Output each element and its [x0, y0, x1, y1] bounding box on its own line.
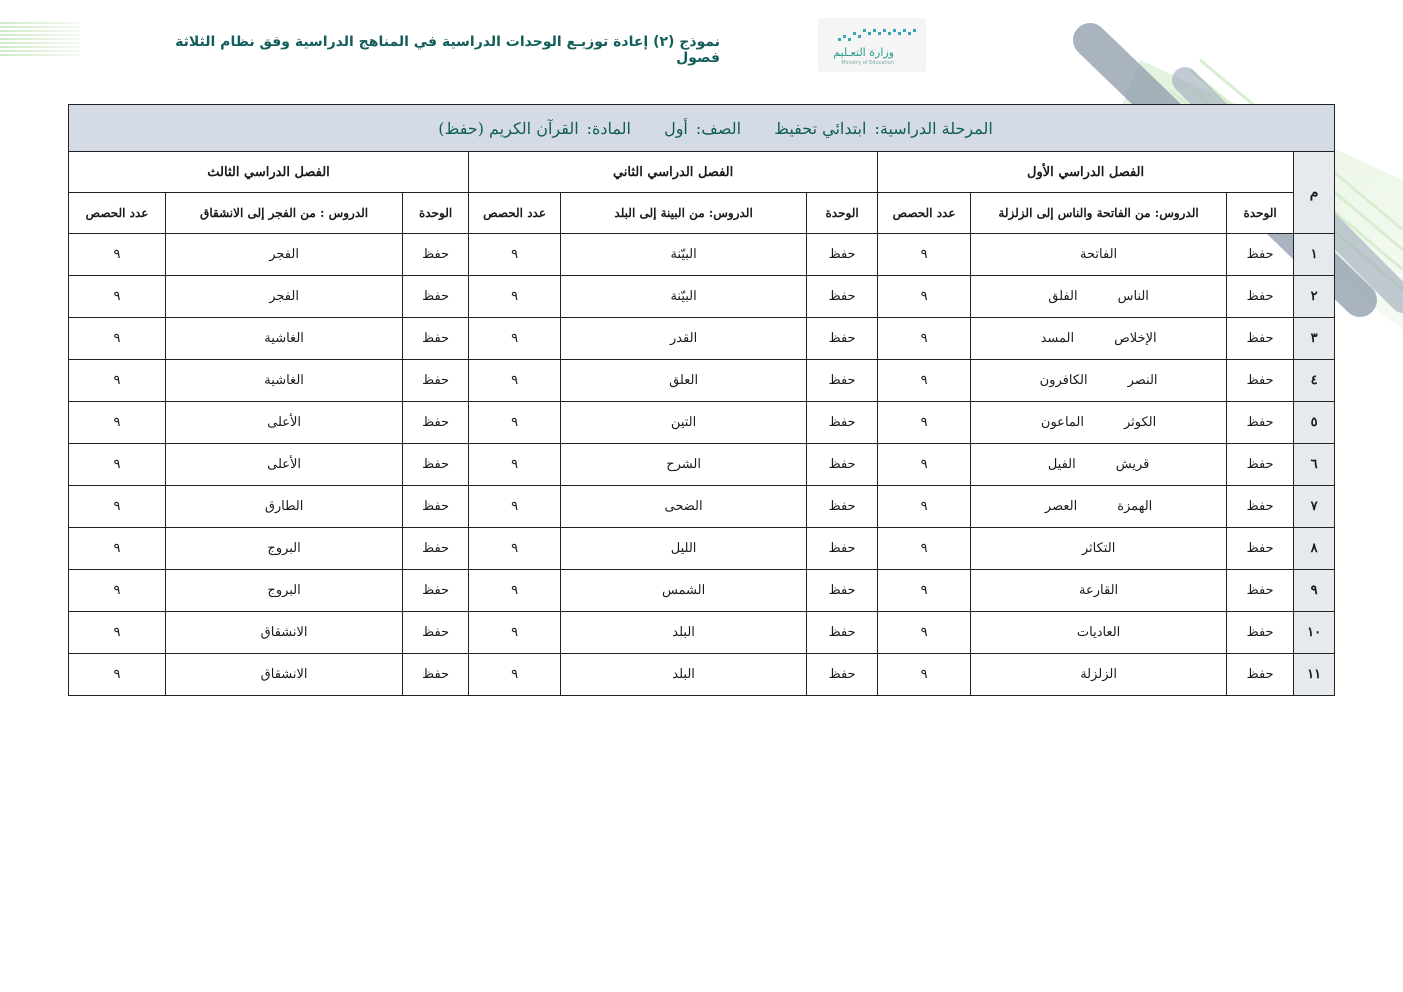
row-number: ٦ [1294, 444, 1335, 486]
lesson-name: قريش [1115, 457, 1150, 472]
lesson-name: المسد [1040, 331, 1075, 346]
term3-unit-cell: حفظ [403, 318, 469, 360]
logo-english-text: Ministry of Education [841, 60, 894, 66]
table-row [69, 612, 1335, 654]
page-title: نموذج (٢) إعادة توزيـع الوحدات الدراسية في المناهج الدراسية وفق نظام الثلاثة فصول [175, 34, 720, 66]
term2-unit-header: الوحدة [807, 193, 878, 234]
term3-lessons-cell: البروج [166, 528, 403, 570]
table-body [69, 234, 1335, 696]
term1-lessons-cell [971, 486, 1227, 528]
term1-lessons-cell [971, 234, 1227, 276]
info-row [69, 105, 1335, 152]
column-header-row [69, 193, 1335, 234]
row-number: ٥ [1294, 402, 1335, 444]
table-row [69, 570, 1335, 612]
term2-periods-cell: ٩ [469, 570, 561, 612]
table-row [69, 654, 1335, 696]
term3-lessons-header: الدروس : من الفجر إلى الانشقاق [166, 193, 403, 234]
term1-unit-cell: حفظ [1227, 570, 1294, 612]
row-number: ٢ [1294, 276, 1335, 318]
term1-periods-cell: ٩ [878, 360, 971, 402]
stage-info [774, 119, 993, 138]
term1-periods-cell: ٩ [878, 486, 971, 528]
term1-unit-cell: حفظ [1227, 234, 1294, 276]
term2-lessons-cell: الضحى [561, 486, 807, 528]
term2-periods-cell: ٩ [469, 486, 561, 528]
term3-lessons-cell: الأعلى [166, 402, 403, 444]
term1-periods-cell: ٩ [878, 612, 971, 654]
term1-header: الفصل الدراسي الأول [878, 152, 1294, 193]
lesson-name: الكافرون [1039, 373, 1088, 388]
term3-periods-header: عدد الحصص [69, 193, 166, 234]
term1-periods-cell: ٩ [878, 276, 971, 318]
term1-lessons-cell [971, 402, 1227, 444]
stage-label: المرحلة الدراسية: [874, 118, 993, 138]
grade-value: أول [664, 118, 688, 138]
term1-periods-cell: ٩ [878, 654, 971, 696]
term2-periods-cell: ٩ [469, 360, 561, 402]
table-row [69, 444, 1335, 486]
term3-unit-cell: حفظ [403, 528, 469, 570]
term3-lessons-cell: الغاشية [166, 360, 403, 402]
term1-lessons-cell [971, 612, 1227, 654]
term3-periods-cell: ٩ [69, 444, 166, 486]
term1-unit-cell: حفظ [1227, 486, 1294, 528]
grade-info [664, 119, 741, 138]
term3-lessons-cell: الطارق [166, 486, 403, 528]
term1-lessons-cell [971, 360, 1227, 402]
term3-unit-cell: حفظ [403, 402, 469, 444]
term2-unit-cell: حفظ [807, 570, 878, 612]
term1-periods-header: عدد الحصص [878, 193, 971, 234]
term1-unit-cell: حفظ [1227, 444, 1294, 486]
term3-header: الفصل الدراسي الثالث [69, 152, 469, 193]
term2-periods-cell: ٩ [469, 276, 561, 318]
term1-unit-header: الوحدة [1227, 193, 1294, 234]
grade-label: الصف: [695, 118, 742, 138]
ministry-logo [818, 18, 926, 72]
row-number: ١١ [1294, 654, 1335, 696]
term1-periods-cell: ٩ [878, 402, 971, 444]
term3-periods-cell: ٩ [69, 486, 166, 528]
term3-unit-cell: حفظ [403, 486, 469, 528]
table-row [69, 486, 1335, 528]
term3-periods-cell: ٩ [69, 318, 166, 360]
lesson-name: العصر [1044, 499, 1078, 514]
term2-header: الفصل الدراسي الثاني [469, 152, 878, 193]
lesson-name: الفلق [1048, 289, 1078, 304]
term3-unit-cell: حفظ [403, 612, 469, 654]
term2-unit-cell: حفظ [807, 654, 878, 696]
table-row [69, 528, 1335, 570]
term2-lessons-cell: البلد [561, 654, 807, 696]
term1-unit-cell: حفظ [1227, 402, 1294, 444]
term1-periods-cell: ٩ [878, 444, 971, 486]
term1-lessons-cell [971, 570, 1227, 612]
subject-value: القرآن الكريم (حفظ) [438, 118, 579, 138]
lesson-name: القارعة [1079, 583, 1119, 598]
lesson-name: الفاتحة [1080, 247, 1118, 262]
term3-periods-cell: ٩ [69, 234, 166, 276]
term3-periods-cell: ٩ [69, 570, 166, 612]
term2-periods-cell: ٩ [469, 612, 561, 654]
term2-lessons-cell: البيّنة [561, 234, 807, 276]
table-row [69, 318, 1335, 360]
term1-unit-cell: حفظ [1227, 528, 1294, 570]
term3-unit-cell: حفظ [403, 654, 469, 696]
term2-unit-cell: حفظ [807, 612, 878, 654]
lesson-name: الزلزلة [1080, 667, 1117, 682]
term1-lessons-cell [971, 444, 1227, 486]
lesson-name: الماعون [1040, 415, 1084, 430]
term1-unit-cell: حفظ [1227, 276, 1294, 318]
term1-lessons-header: الدروس: من الفاتحة والناس إلى الزلزلة [971, 193, 1227, 234]
term3-unit-cell: حفظ [403, 444, 469, 486]
lesson-name: النصر [1127, 373, 1158, 388]
term3-periods-cell: ٩ [69, 402, 166, 444]
table-row [69, 276, 1335, 318]
term2-lessons-cell: العلق [561, 360, 807, 402]
term2-lessons-cell: البيّنة [561, 276, 807, 318]
subject-label: المادة: [586, 118, 631, 138]
lesson-name: الفيل [1047, 457, 1076, 472]
logo-dots-icon [836, 26, 920, 44]
term2-periods-cell: ٩ [469, 318, 561, 360]
subject-info [438, 119, 631, 138]
term3-lessons-cell: البروج [166, 570, 403, 612]
lesson-name: العاديات [1076, 625, 1121, 640]
term2-unit-cell: حفظ [807, 318, 878, 360]
term3-periods-cell: ٩ [69, 528, 166, 570]
table-row [69, 360, 1335, 402]
term2-unit-cell: حفظ [807, 486, 878, 528]
info-cell [69, 105, 1335, 152]
row-number: ٩ [1294, 570, 1335, 612]
term2-periods-cell: ٩ [469, 654, 561, 696]
term3-unit-header: الوحدة [403, 193, 469, 234]
term1-periods-cell: ٩ [878, 528, 971, 570]
term1-unit-cell: حفظ [1227, 360, 1294, 402]
term2-lessons-cell: الشرح [561, 444, 807, 486]
term1-periods-cell: ٩ [878, 318, 971, 360]
term1-unit-cell: حفظ [1227, 612, 1294, 654]
term1-lessons-cell [971, 318, 1227, 360]
term3-unit-cell: حفظ [403, 360, 469, 402]
term1-lessons-cell [971, 654, 1227, 696]
term3-periods-cell: ٩ [69, 612, 166, 654]
term3-lessons-cell: الانشقاق [166, 654, 403, 696]
term2-periods-cell: ٩ [469, 402, 561, 444]
term2-lessons-cell: البلد [561, 612, 807, 654]
term2-periods-cell: ٩ [469, 528, 561, 570]
term2-unit-cell: حفظ [807, 360, 878, 402]
number-column-header: م [1294, 152, 1335, 234]
term3-unit-cell: حفظ [403, 570, 469, 612]
term1-periods-cell: ٩ [878, 570, 971, 612]
term3-lessons-cell: الانشقاق [166, 612, 403, 654]
term1-unit-cell: حفظ [1227, 318, 1294, 360]
lesson-name: التكاثر [1081, 541, 1116, 556]
term1-lessons-cell [971, 528, 1227, 570]
term2-periods-header: عدد الحصص [469, 193, 561, 234]
term3-unit-cell: حفظ [403, 276, 469, 318]
term3-lessons-cell: الفجر [166, 276, 403, 318]
row-number: ٣ [1294, 318, 1335, 360]
term-header-row [69, 152, 1335, 193]
term2-periods-cell: ٩ [469, 444, 561, 486]
lesson-name: الناس [1117, 289, 1149, 304]
table-row [69, 234, 1335, 276]
term3-unit-cell: حفظ [403, 234, 469, 276]
table-row [69, 402, 1335, 444]
term3-lessons-cell: الغاشية [166, 318, 403, 360]
lesson-name: الكوثر [1124, 415, 1157, 430]
term3-periods-cell: ٩ [69, 654, 166, 696]
row-number: ٤ [1294, 360, 1335, 402]
logo-arabic-text: وزارة التعـليم [833, 46, 894, 59]
stage-value: ابتدائي تحفيظ [774, 118, 867, 138]
curriculum-distribution-table [68, 104, 1335, 696]
term2-unit-cell: حفظ [807, 444, 878, 486]
row-number: ٧ [1294, 486, 1335, 528]
term2-unit-cell: حفظ [807, 528, 878, 570]
term1-lessons-cell [971, 276, 1227, 318]
term2-unit-cell: حفظ [807, 276, 878, 318]
term3-lessons-cell: الفجر [166, 234, 403, 276]
decorative-stripes [0, 22, 80, 58]
term2-lessons-cell: الشمس [561, 570, 807, 612]
lesson-name: الإخلاص [1114, 331, 1157, 346]
term2-unit-cell: حفظ [807, 402, 878, 444]
row-number: ١ [1294, 234, 1335, 276]
term2-lessons-cell: الليل [561, 528, 807, 570]
term3-periods-cell: ٩ [69, 360, 166, 402]
term1-periods-cell: ٩ [878, 234, 971, 276]
term2-periods-cell: ٩ [469, 234, 561, 276]
term2-lessons-cell: القدر [561, 318, 807, 360]
term2-lessons-cell: التين [561, 402, 807, 444]
row-number: ١٠ [1294, 612, 1335, 654]
term3-periods-cell: ٩ [69, 276, 166, 318]
row-number: ٨ [1294, 528, 1335, 570]
lesson-name: الهمزة [1117, 499, 1153, 514]
term3-lessons-cell: الأعلى [166, 444, 403, 486]
term2-lessons-header: الدروس: من البينة إلى البلد [561, 193, 807, 234]
term1-unit-cell: حفظ [1227, 654, 1294, 696]
term2-unit-cell: حفظ [807, 234, 878, 276]
